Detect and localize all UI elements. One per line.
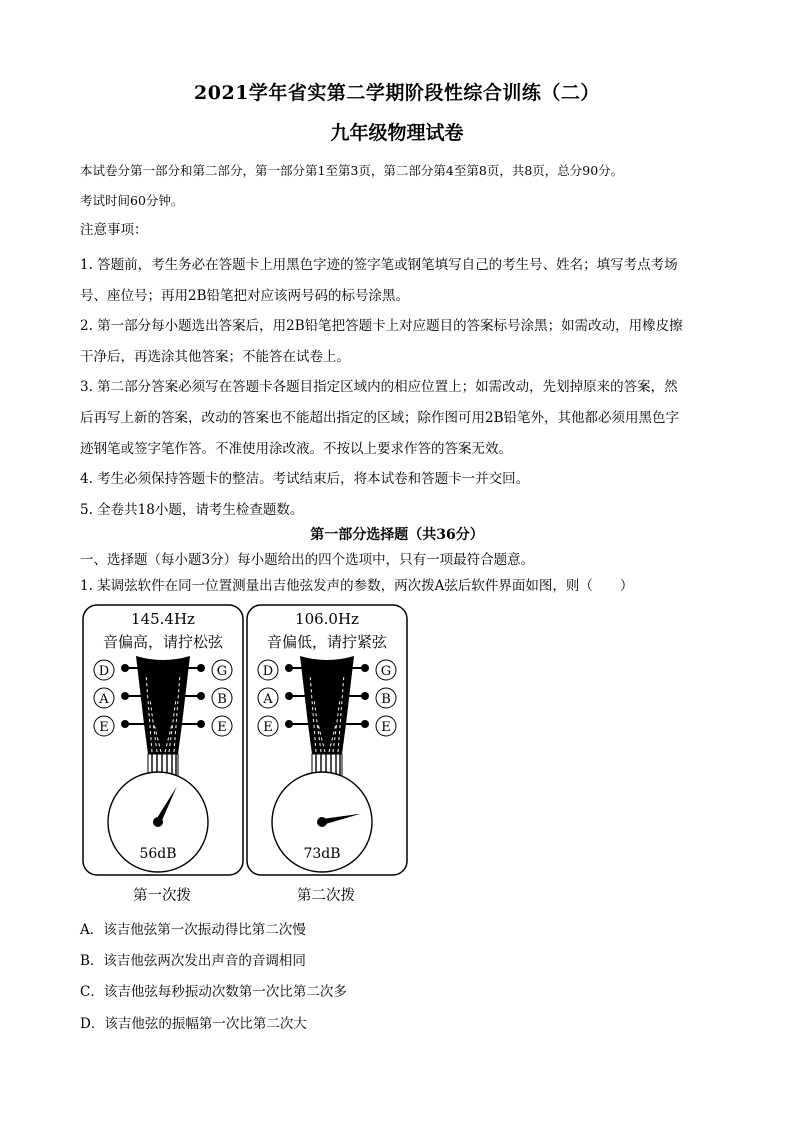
note-3-line-1: 3. 第二部分答案必须写在答题卡各题目指定区域内的相应位置上；如需改动，先划掉原来的答案，然 bbox=[80, 379, 678, 395]
note-4-line-1: 4. 考生必须保持答题卡的整洁。考试结束后，将本试卷和答题卡一并交回。 bbox=[80, 471, 530, 487]
option-a: A．该吉他弦第一次振动得比第二次慢 bbox=[80, 922, 306, 938]
tuner-screen-first bbox=[82, 604, 244, 876]
option-d: D．该吉他弦的振幅第一次比第二次大 bbox=[80, 1016, 307, 1032]
note-item bbox=[80, 464, 720, 495]
panel-caption-second: 第二次拨 bbox=[297, 888, 355, 904]
exam-intro bbox=[80, 156, 720, 216]
exam-subtitle: 九年级物理试卷 bbox=[330, 122, 464, 144]
frequency-readout: 145.4Hz bbox=[131, 610, 195, 628]
note-item bbox=[80, 495, 720, 526]
tuning-hint: 音偏低，请拧紧弦 bbox=[266, 633, 388, 651]
frequency-readout: 106.0Hz bbox=[295, 610, 359, 628]
string-pegs-right bbox=[376, 660, 396, 736]
intro-line-1: 本试卷分第一部分和第二部分，第一部分第1至第3页，第二部分第4至第8页，共8页，总分90分。 bbox=[80, 163, 624, 178]
peg-label: E bbox=[263, 720, 273, 735]
note-item bbox=[80, 311, 720, 373]
peg-label: G bbox=[216, 664, 228, 679]
peg-label: G bbox=[380, 664, 392, 679]
tuning-hint: 音偏高，请拧松弦 bbox=[102, 633, 224, 651]
panel-caption-first: 第一次拨 bbox=[133, 888, 191, 904]
note-item bbox=[80, 250, 720, 312]
decibel-gauge-icon bbox=[108, 772, 208, 872]
string-pegs-left bbox=[94, 660, 114, 736]
mcq-instructions: 一、选择题（每小题3分）每小题给出的四个选项中，只有一项最符合题意。 bbox=[80, 552, 535, 568]
tuner-panel-second bbox=[246, 604, 408, 876]
decibel-readout: 56dB bbox=[139, 846, 177, 862]
peg-label: E bbox=[381, 720, 391, 735]
question-1-stem: 1. 某调弦软件在同一位置测量出吉他弦发声的参数，两次拨A弦后软件界面如图，则（ ） bbox=[80, 578, 634, 594]
tuner-screen-second bbox=[246, 604, 408, 876]
note-5-line-1: 5. 全卷共18小题，请考生检查题数。 bbox=[80, 502, 304, 518]
string-pegs-right bbox=[212, 660, 232, 736]
note-3-line-3: 迹钢笔或签字笔作答。不准使用涂改液。不按以上要求作答的答案无效。 bbox=[80, 441, 512, 457]
note-item bbox=[80, 372, 720, 465]
note-2-line-2: 干净后，再选涂其他答案；不能答在试卷上。 bbox=[80, 349, 350, 365]
tuner-panel-first bbox=[82, 604, 244, 876]
decibel-gauge-icon bbox=[272, 772, 372, 872]
peg-label: B bbox=[217, 692, 227, 707]
peg-label: A bbox=[99, 692, 109, 707]
option-b: B．该吉他弦两次发出声音的音调相同 bbox=[80, 953, 306, 969]
peg-label: B bbox=[381, 692, 391, 707]
peg-label: D bbox=[98, 664, 110, 679]
intro-line-2: 考试时间60分钟。 bbox=[80, 193, 184, 208]
peg-label: E bbox=[217, 720, 227, 735]
decibel-readout: 73dB bbox=[303, 846, 341, 862]
note-1-line-2: 号、座位号；再用2B铅笔把对应该两号码的标号涂黑。 bbox=[80, 288, 410, 304]
peg-label: E bbox=[99, 720, 109, 735]
note-2-line-1: 2. 第一部分每小题选出答案后，用2B铅笔把答题卡上对应题目的答案标号涂黑；如需改动，用橡皮擦 bbox=[80, 318, 683, 334]
section-heading: 第一部分选择题（共36分） bbox=[310, 527, 484, 543]
notes-heading: 注意事项： bbox=[80, 222, 148, 238]
note-3-line-2: 后再写上新的答案，改动的答案也不能超出指定的区域；除作图可用2B铅笔外，其他都必须用黑色字 bbox=[80, 410, 680, 426]
exam-title: 2021学年省实第二学期阶段性综合训练（二） bbox=[194, 82, 600, 104]
peg-label: A bbox=[263, 692, 273, 707]
peg-label: D bbox=[262, 664, 274, 679]
option-c: C．该吉他弦每秒振动次数第一次比第二次多 bbox=[80, 984, 347, 1000]
string-pegs-left bbox=[258, 660, 278, 736]
note-1-line-1: 1. 答题前，考生务必在答题卡上用黑色字迹的签字笔或钢笔填写自己的考生号、姓名；填写考点考场 bbox=[80, 257, 678, 273]
